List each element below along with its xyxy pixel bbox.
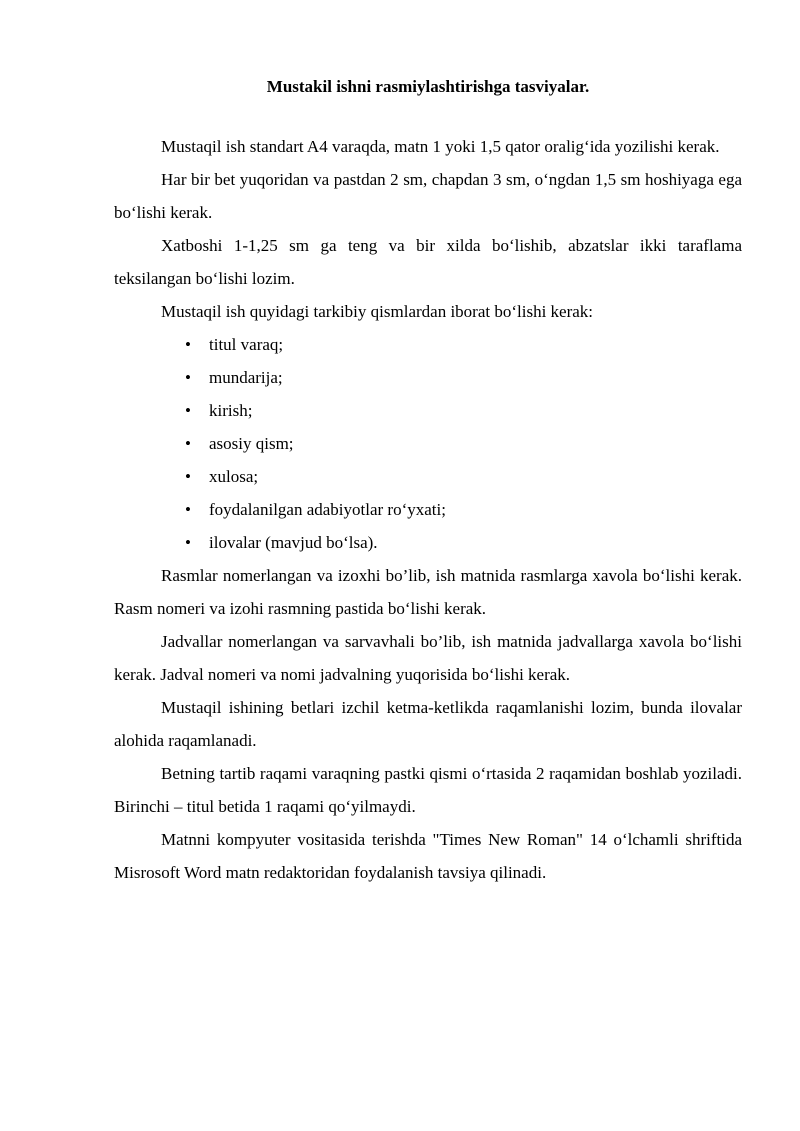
document-page: [114, 76, 742, 889]
paragraph-figures: Rasmlar nomerlangan va izoxhi bo’lib, ish matnida rasmlarga xavola bo‘lishi kerak. Rasm nomeri va izohi rasmning pastida bo‘lishi kerak.: [114, 566, 742, 618]
bullet-icon: •: [185, 368, 191, 387]
list-item: [114, 361, 742, 394]
list-item-text: mundarija;: [209, 368, 283, 387]
list-item-text: foydalanilgan adabiyotlar ro‘yxati;: [209, 500, 446, 519]
paragraph-page-number-position: Betning tartib raqami varaqning pastki qismi o‘rtasida 2 raqamidan boshlab yoziladi. Birinchi – titul betida 1 raqami qo‘yilmaydi.: [114, 764, 742, 816]
paragraph-paper-format: Mustaqil ish standart A4 varaqda, matn 1 yoki 1,5 qator oralig‘ida yozilishi kerak.: [161, 137, 720, 156]
paragraph-structure-intro: Mustaqil ish quyidagi tarkibiy qismlardan iborat bo‘lishi kerak:: [161, 302, 594, 321]
list-item: [114, 460, 742, 493]
list-item-text: kirish;: [209, 401, 253, 420]
bullet-icon: •: [185, 500, 191, 519]
paragraph-margins: Har bir bet yuqoridan va pastdan 2 sm, chapdan 3 sm, o‘ngdan 1,5 sm hoshiyaga ega bo‘lishi kerak.: [114, 170, 742, 222]
paragraph-font-recommendation: Matnni kompyuter vositasida terishda "Times New Roman" 14 o‘lchamli shriftida Misrosoft Word matn redaktoridan foydalanish tavsiya qilinadi.: [114, 830, 742, 882]
list-item-text: asosiy qism;: [209, 434, 294, 453]
structure-list: [114, 328, 742, 559]
paragraph-page-numbering: Mustaqil ishining betlari izchil ketma-ketlikda raqamlanishi lozim, bunda ilovalar alohida raqamlanadi.: [114, 698, 742, 750]
bullet-icon: •: [185, 401, 191, 420]
paragraph-indentation: Xatboshi 1-1,25 sm ga teng va bir xilda bo‘lishib, abzatslar ikki taraflama teksilangan bo‘lishi lozim.: [114, 236, 742, 288]
bullet-icon: •: [185, 533, 191, 552]
list-item: [114, 328, 742, 361]
bullet-icon: •: [185, 467, 191, 486]
list-item-text: xulosa;: [209, 467, 259, 486]
list-item: [114, 493, 742, 526]
bullet-icon: •: [185, 434, 191, 453]
list-item: [114, 427, 742, 460]
list-item: [114, 526, 742, 559]
bullet-icon: •: [185, 335, 191, 354]
document-title: Mustakil ishni rasmiylashtirishga tasviyalar.: [266, 77, 590, 96]
list-item: [114, 394, 742, 427]
list-item-text: ilovalar (mavjud bo‘lsa).: [209, 533, 378, 552]
list-item-text: titul varaq;: [209, 335, 284, 354]
paragraph-tables: Jadvallar nomerlangan va sarvavhali bo’lib, ish matnida jadvallarga xavola bo‘lishi kerak. Jadval nomeri va nomi jadvalning yuqorisida bo‘lishi kerak.: [114, 632, 742, 684]
